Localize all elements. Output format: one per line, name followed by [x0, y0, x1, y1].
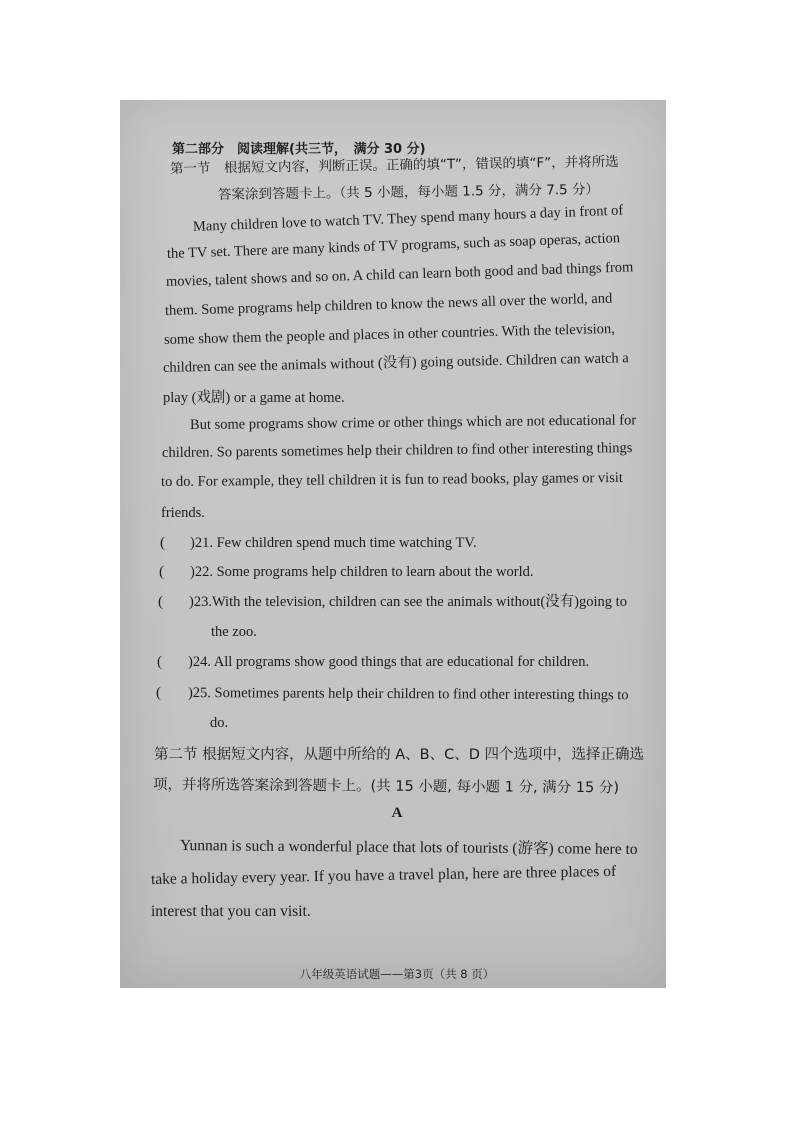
answer-blank-22: ( [159, 564, 164, 580]
passage1-line: play (戏剧) or a game at home. [163, 390, 345, 406]
question-25: )25. Sometimes parents help their children to find other interesting things to [187, 685, 629, 704]
question-23: )23.With the television, children can see the animals without(没有)going to [189, 594, 627, 610]
passage1-line: them. Some programs help children to know the news all over the world, and [164, 290, 613, 319]
question-22: )22. Some programs help children to learn about the world. [190, 564, 534, 580]
answer-blank-24: ( [157, 654, 162, 670]
passage-a-line: take a holiday every year. If you have a travel plan, here are three places of [150, 862, 617, 888]
section1-instruction-line1: 第一节 根据短文内容，判断正误。正确的填“T”，错误的填“F”，并将所选 [169, 153, 619, 177]
passage1-line: the TV set. There are many kinds of TV programs, such as soap operas, action [166, 230, 621, 262]
passage1-line: children. So parents sometimes help their children to find other interesting things [161, 440, 633, 461]
part-heading: 第二部分 阅读理解(共三节， 满分 30 分) [172, 142, 426, 157]
section2-instruction-line2: 项，并将所选答案涂到答题卡上。(共 15 小题, 每小题 1 分, 满分 15 分) [152, 777, 620, 797]
passage1-line: movies, talent shows and so on. A child can learn both good and bad things from [165, 259, 634, 290]
question-25-continuation: do. [210, 715, 229, 731]
passage-a-letter: A [391, 805, 403, 821]
answer-blank-25: ( [156, 685, 161, 701]
question-24: )24. All programs show good things that are educational for children. [188, 654, 590, 670]
passage1-line: Many children love to watch TV. They spend many hours a day in front of [192, 202, 624, 235]
passage-a-line: interest that you can visit. [151, 903, 311, 920]
passage1-line: some show them the people and places in other countries. With the television, [163, 320, 616, 348]
passage1-line: friends. [161, 505, 205, 521]
question-21: )21. Few children spend much time watching TV. [190, 535, 477, 551]
page-footer: 八年级英语试题——第3页（共 8 页） [299, 967, 495, 981]
passage1-line: children can see the animals without (没有) going outside. Children can watch a [162, 350, 629, 376]
answer-blank-23: ( [158, 594, 163, 610]
section2-instruction-line1: 第二节 根据短文内容，从题中所给的 A、B、C、D 四个选项中，选择正确选 [154, 747, 644, 763]
passage1-line: to do. For example, they tell children it is fun to read books, play games or visit [160, 469, 623, 490]
question-23-continuation: the zoo. [211, 624, 257, 640]
passage-a-line: Yunnan is such a wonderful place that lots of tourists (游客) come here to [179, 837, 638, 858]
answer-blank-21: ( [160, 535, 165, 551]
passage1-line: But some programs show crime or other things which are not educational for [189, 412, 637, 433]
section1-instruction-line2: 答案涂到答题卡上。（共 5 小题，每小题 1.5 分，满分 7.5 分） [217, 181, 600, 203]
